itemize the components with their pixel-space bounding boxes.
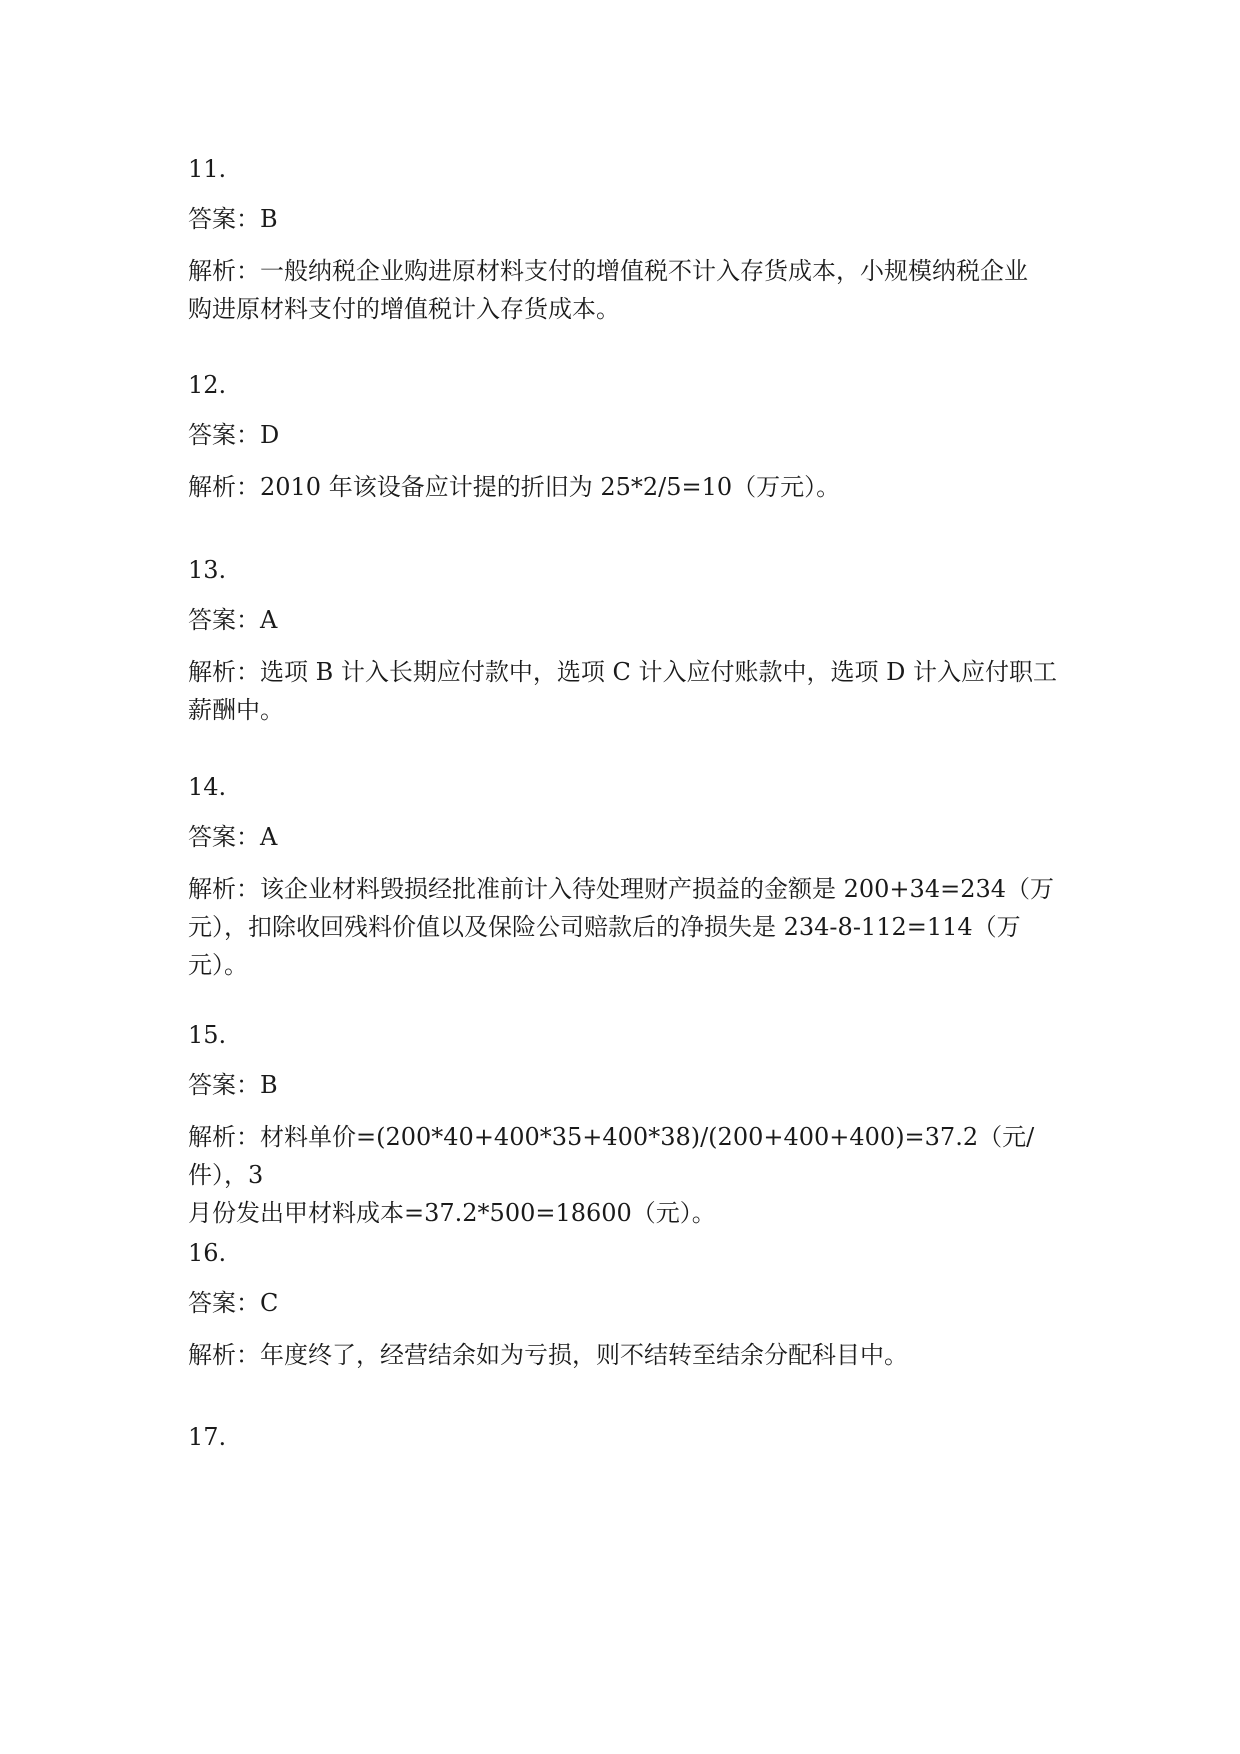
analysis-text: 解析：年度终了，经营结余如为亏损，则不结转至结余分配科目中。 xyxy=(188,1341,908,1369)
question-number: 15. xyxy=(188,1021,227,1049)
question-item-16 xyxy=(188,1238,1058,1374)
analysis-text: 解析：一般纳税企业购进原材料支付的增值税不计入存货成本，小规模纳税企业 购进原材料支付的增值税计入存货成本。 xyxy=(188,257,1028,323)
question-item-13 xyxy=(188,555,1058,729)
question-item-15 xyxy=(188,1020,1058,1232)
question-number: 17. xyxy=(188,1423,227,1451)
question-item-17 xyxy=(188,1422,1058,1452)
question-item-12 xyxy=(188,370,1058,506)
analysis-text: 解析：选项 B 计入长期应付款中，选项 C 计入应付账款中，选项 D 计入应付职工 薪酬中。 xyxy=(188,658,1058,724)
answer-line: 答案：A xyxy=(188,823,278,851)
answer-line: 答案：A xyxy=(188,606,278,634)
question-item-14 xyxy=(188,772,1058,984)
question-number: 11. xyxy=(188,155,227,183)
answer-line: 答案：C xyxy=(188,1289,279,1317)
question-number: 13. xyxy=(188,556,227,584)
analysis-text: 解析：该企业材料毁损经批准前计入待处理财产损益的金额是 200+34=234（万 元），扣除收回残料价值以及保险公司赔款后的净损失是 234-8-112=114（万 元）。 xyxy=(188,875,1055,979)
question-number: 16. xyxy=(188,1239,227,1267)
question-number: 14. xyxy=(188,773,227,801)
question-item-11 xyxy=(188,154,1058,328)
answer-line: 答案：B xyxy=(188,1071,278,1099)
answer-line: 答案：B xyxy=(188,205,278,233)
answer-line: 答案：D xyxy=(188,421,280,449)
analysis-text: 解析：2010 年该设备应计提的折旧为 25*2/5=10（万元）。 xyxy=(188,473,841,501)
analysis-text: 解析：材料单价=(200*40+400*35+400*38)/(200+400+400)=37.2（元/件），3 月份发出甲材料成本=37.2*500=18600（元）。 xyxy=(188,1123,1035,1227)
question-number: 12. xyxy=(188,371,227,399)
